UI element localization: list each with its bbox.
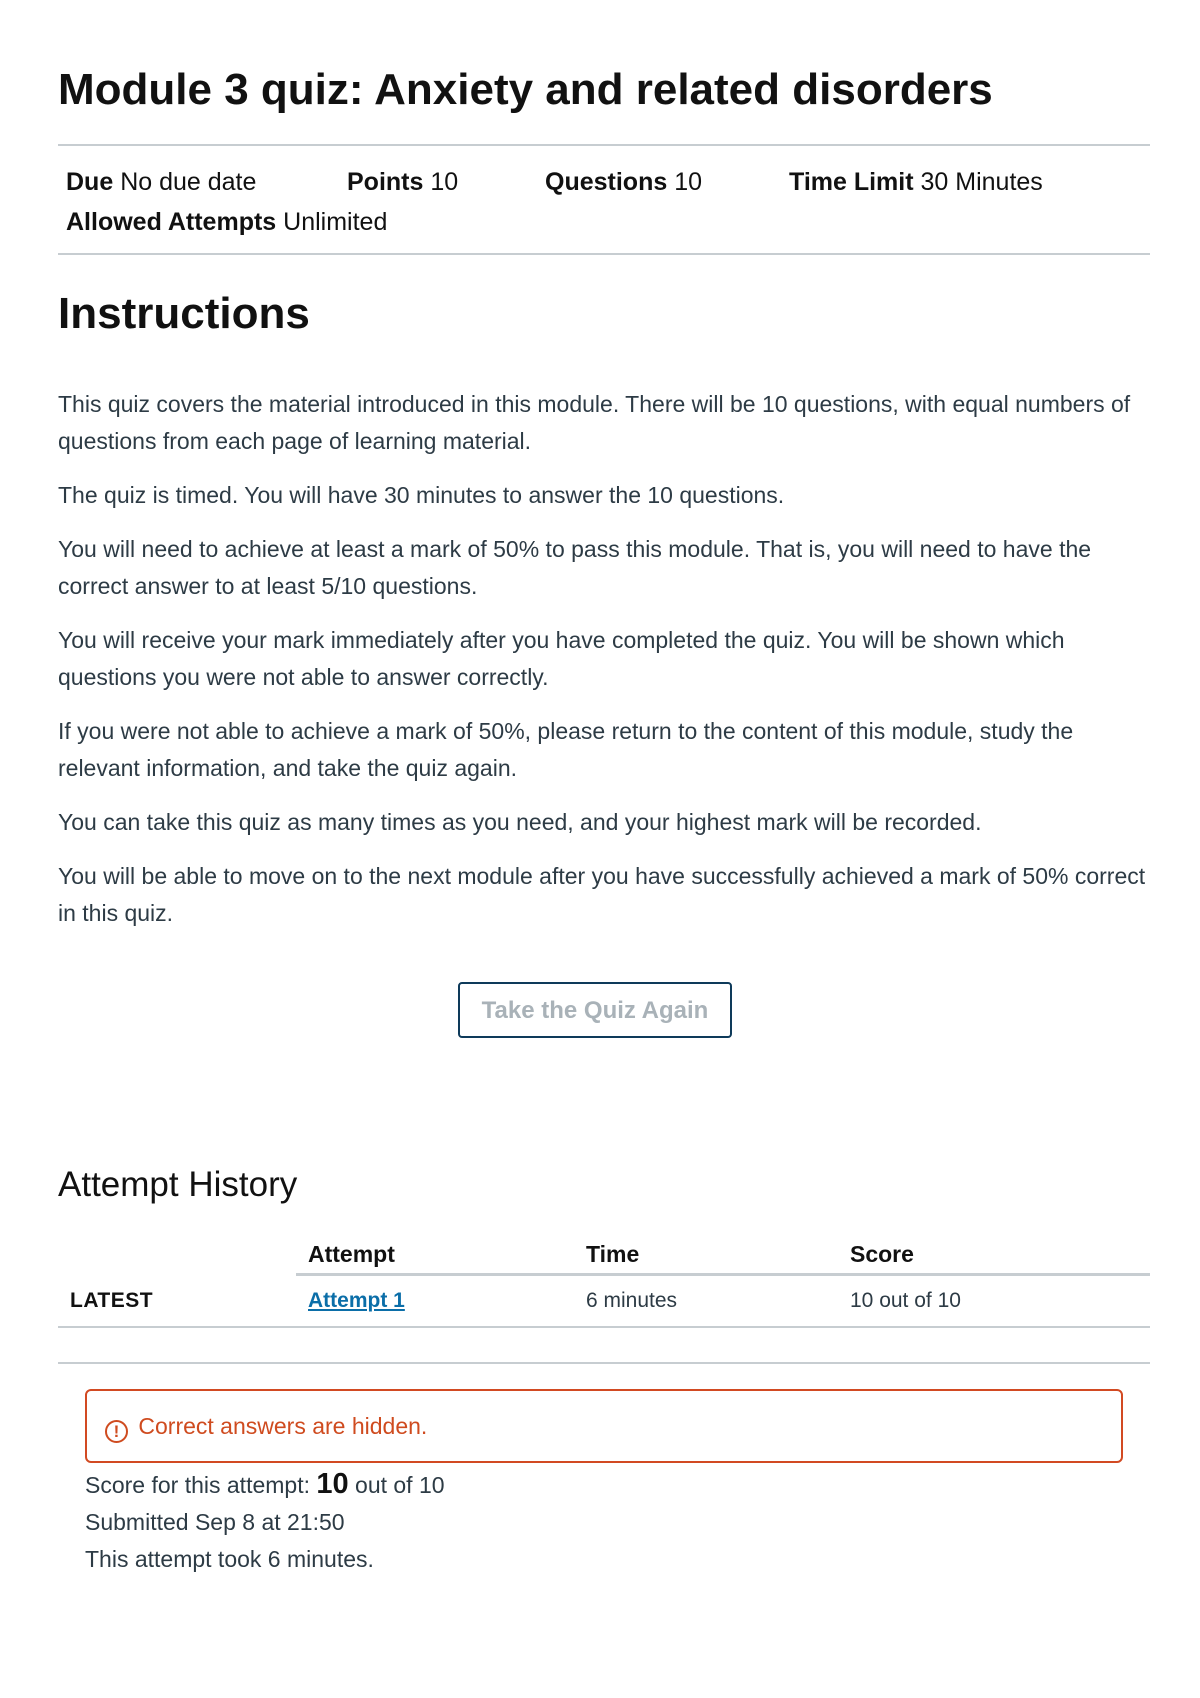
column-header-score: Score	[850, 1241, 914, 1267]
alert-message: Correct answers are hidden.	[138, 1413, 428, 1439]
take-quiz-again-container	[58, 982, 1150, 1038]
instruction-paragraph: This quiz covers the material introduced in this module. There will be 10 questions, with equal numbers of questions from each page of learning material.	[58, 391, 1131, 454]
time-limit-label: Time Limit	[789, 168, 914, 196]
submitted-line: Submitted Sep 8 at 21:50	[85, 1509, 345, 1535]
instruction-paragraph: You will be able to move on to the next module after you have successfully achieved a mark of 50% correct in this quiz.	[58, 863, 1146, 926]
instructions-heading: Instructions	[58, 289, 310, 338]
questions-detail	[545, 162, 702, 202]
instructions-body	[58, 386, 1150, 949]
score-suffix: out of 10	[355, 1472, 445, 1498]
take-quiz-again-button[interactable]: Take the Quiz Again	[458, 982, 732, 1038]
header-divider-top	[58, 144, 1150, 146]
attempt-time: 6 minutes	[586, 1289, 678, 1312]
points-value: 10	[430, 168, 459, 196]
score-value: 10	[316, 1468, 349, 1500]
allowed-attempts-label: Allowed Attempts	[66, 208, 277, 236]
attempt-divider	[58, 1362, 1150, 1364]
due-label: Due	[66, 168, 114, 196]
attempt-score: 10 out of 10	[850, 1289, 961, 1312]
instruction-paragraph: You can take this quiz as many times as you need, and your highest mark will be recorded.	[58, 809, 982, 835]
questions-value: 10	[674, 168, 703, 196]
instruction-paragraph: You will receive your mark immediately after you have completed the quiz. You will be shown which questions you were not able to answer correctly.	[58, 627, 1065, 690]
points-label: Points	[347, 168, 424, 196]
duration-line: This attempt took 6 minutes.	[85, 1546, 374, 1572]
due-value: No due date	[120, 168, 257, 196]
allowed-attempts-value: Unlimited	[283, 208, 388, 236]
score-line	[85, 1466, 445, 1504]
attempt-1-link[interactable]: Attempt 1	[308, 1289, 405, 1312]
page-title: Module 3 quiz: Anxiety and related disorders	[58, 65, 993, 114]
time-limit-detail	[789, 162, 1043, 202]
instruction-paragraph: If you were not able to achieve a mark of 50%, please return to the content of this module, study the relevant information, and take the quiz again.	[58, 718, 1074, 781]
attempt-history-table	[58, 1232, 1150, 1328]
table-header-row	[58, 1232, 1150, 1276]
attempt-history-heading: Attempt History	[58, 1165, 298, 1204]
attempt-summary	[85, 1466, 445, 1578]
exclamation-circle-icon: !	[105, 1420, 128, 1443]
latest-label: LATEST	[70, 1289, 154, 1312]
instruction-paragraph: You will need to achieve at least a mark of 50% to pass this module. That is, you will need to have the correct answer to at least 5/10 questions.	[58, 536, 1092, 599]
score-prefix: Score for this attempt:	[85, 1472, 310, 1498]
allowed-attempts-detail	[66, 202, 387, 242]
header-divider-bottom	[58, 253, 1150, 255]
points-detail	[347, 162, 458, 202]
time-limit-value: 30 Minutes	[920, 168, 1043, 196]
instruction-paragraph: The quiz is timed. You will have 30 minutes to answer the 10 questions.	[58, 482, 785, 508]
correct-answers-hidden-alert	[85, 1389, 1123, 1463]
questions-label: Questions	[545, 168, 668, 196]
alert-content	[105, 1391, 427, 1461]
column-header-attempt: Attempt	[308, 1241, 395, 1267]
due-detail	[66, 162, 256, 202]
table-row	[58, 1276, 1150, 1328]
column-header-time: Time	[586, 1241, 640, 1267]
